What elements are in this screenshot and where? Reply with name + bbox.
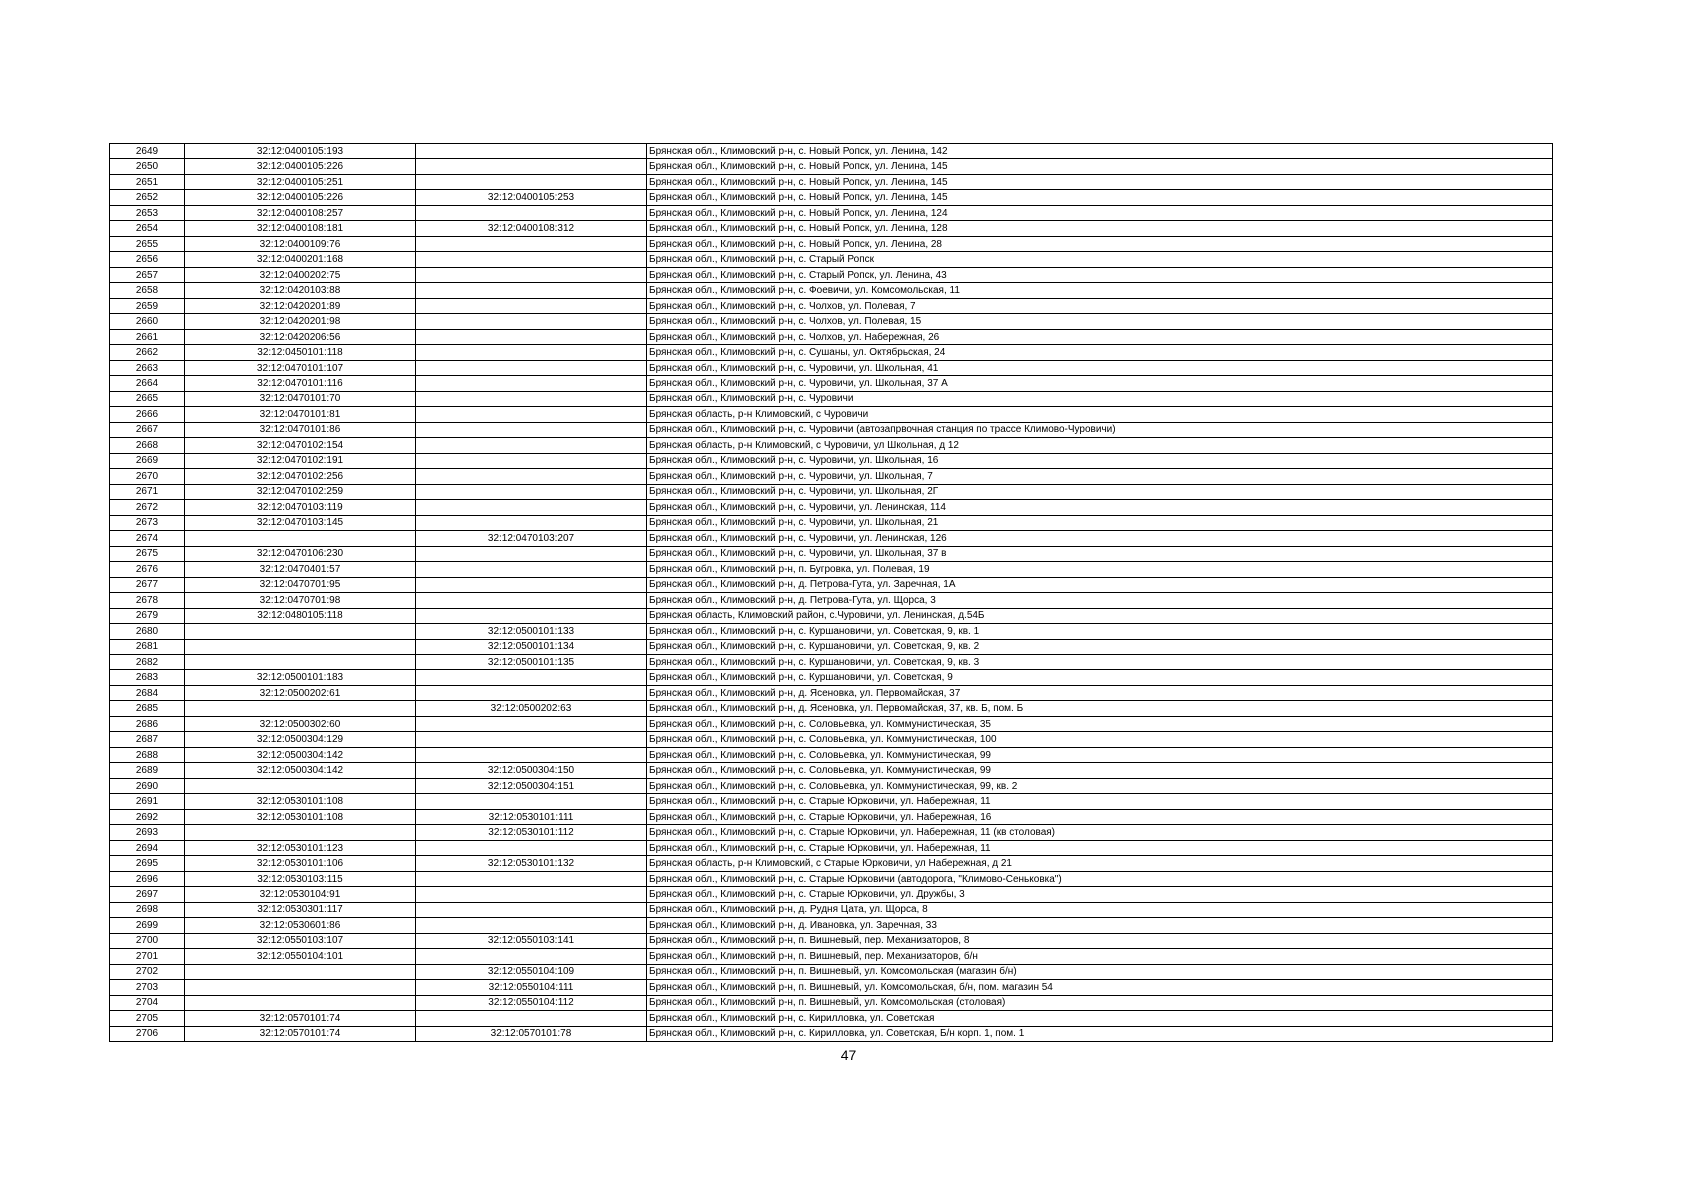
address-cell: Брянская обл., Климовский р-н, д. Ивановка, ул. Заречная, 33	[647, 918, 1553, 933]
table-row	[110, 422, 1553, 437]
address-cell: Брянская обл., Климовский р-н, с. Старый Ропск	[647, 252, 1553, 267]
sub-cadastral-number-cell	[416, 887, 647, 902]
cadastral-number-cell: 32:12:0400105:226	[185, 190, 416, 205]
address-cell: Брянская обл., Климовский р-н, п. Вишневый, ул. Комсомольская (магазин б/н)	[647, 964, 1553, 979]
cadastral-number-cell: 32:12:0570101:74	[185, 1011, 416, 1026]
cadastral-number-cell: 32:12:0570101:74	[185, 1026, 416, 1041]
sub-cadastral-number-cell	[416, 469, 647, 484]
sub-cadastral-number-cell: 32:12:0500304:150	[416, 763, 647, 778]
cadastral-number-cell: 32:12:0470102:191	[185, 453, 416, 468]
row-number-cell: 2663	[110, 360, 185, 375]
sub-cadastral-number-cell	[416, 376, 647, 391]
cadastral-number-cell	[185, 980, 416, 995]
address-cell: Брянская обл., Климовский р-н, п. Вишневый, ул. Комсомольская, б/н, пом. магазин 54	[647, 980, 1553, 995]
row-number-cell: 2657	[110, 267, 185, 282]
table-row	[110, 778, 1553, 793]
table-row	[110, 236, 1553, 251]
sub-cadastral-number-cell	[416, 360, 647, 375]
sub-cadastral-number-cell	[416, 484, 647, 499]
sub-cadastral-number-cell	[416, 144, 647, 159]
table-row	[110, 546, 1553, 561]
row-number-cell: 2669	[110, 453, 185, 468]
row-number-cell: 2666	[110, 407, 185, 422]
row-number-cell: 2655	[110, 236, 185, 251]
address-cell: Брянская обл., Климовский р-н, п. Вишневый, пер. Механизаторов, 8	[647, 933, 1553, 948]
row-number-cell: 2696	[110, 871, 185, 886]
address-cell: Брянская обл., Климовский р-н, с. Кирилловка, ул. Советская	[647, 1011, 1553, 1026]
sub-cadastral-number-cell: 32:12:0500101:134	[416, 639, 647, 654]
row-number-cell: 2706	[110, 1026, 185, 1041]
sub-cadastral-number-cell	[416, 716, 647, 731]
address-cell: Брянская обл., Климовский р-н, с. Куршановичи, ул. Советская, 9, кв. 1	[647, 624, 1553, 639]
row-number-cell: 2671	[110, 484, 185, 499]
row-number-cell: 2650	[110, 159, 185, 174]
row-number-cell: 2704	[110, 995, 185, 1010]
property-table	[109, 143, 1553, 1042]
sub-cadastral-number-cell	[416, 438, 647, 453]
sub-cadastral-number-cell	[416, 747, 647, 762]
sub-cadastral-number-cell: 32:12:0530101:111	[416, 809, 647, 824]
address-cell: Брянская обл., Климовский р-н, д. Петрова-Гута, ул. Щорса, 3	[647, 593, 1553, 608]
cadastral-number-cell: 32:12:0550104:101	[185, 949, 416, 964]
table-row	[110, 577, 1553, 592]
cadastral-number-cell: 32:12:0550103:107	[185, 933, 416, 948]
row-number-cell: 2682	[110, 654, 185, 669]
address-cell: Брянская обл., Климовский р-н, с. Фоевичи, ул. Комсомольская, 11	[647, 283, 1553, 298]
row-number-cell: 2699	[110, 918, 185, 933]
sub-cadastral-number-cell	[416, 562, 647, 577]
address-cell: Брянская обл., Климовский р-н, п. Вишневый, ул. Комсомольская (столовая)	[647, 995, 1553, 1010]
row-number-cell: 2667	[110, 422, 185, 437]
cadastral-number-cell: 32:12:0470102:256	[185, 469, 416, 484]
table-row	[110, 345, 1553, 360]
row-number-cell: 2691	[110, 794, 185, 809]
table-row	[110, 593, 1553, 608]
cadastral-number-cell: 32:12:0470102:154	[185, 438, 416, 453]
row-number-cell: 2665	[110, 391, 185, 406]
row-number-cell: 2680	[110, 624, 185, 639]
address-cell: Брянская обл., Климовский р-н, с. Чуровичи, ул. Школьная, 2Г	[647, 484, 1553, 499]
row-number-cell: 2649	[110, 144, 185, 159]
cadastral-number-cell: 32:12:0480105:118	[185, 608, 416, 623]
cadastral-number-cell: 32:12:0420206:56	[185, 329, 416, 344]
table-row	[110, 484, 1553, 499]
cadastral-number-cell: 32:12:0470101:86	[185, 422, 416, 437]
cadastral-number-cell: 32:12:0500304:142	[185, 763, 416, 778]
cadastral-number-cell: 32:12:0530101:123	[185, 840, 416, 855]
sub-cadastral-number-cell	[416, 871, 647, 886]
cadastral-number-cell: 32:12:0530104:91	[185, 887, 416, 902]
cadastral-number-cell: 32:12:0470101:81	[185, 407, 416, 422]
address-cell: Брянская обл., Климовский р-н, с. Новый Ропск, ул. Ленина, 145	[647, 174, 1553, 189]
table-row	[110, 329, 1553, 344]
row-number-cell: 2697	[110, 887, 185, 902]
sub-cadastral-number-cell: 32:12:0500101:135	[416, 654, 647, 669]
row-number-cell: 2684	[110, 685, 185, 700]
table-row	[110, 391, 1553, 406]
table-row	[110, 964, 1553, 979]
table-row	[110, 267, 1553, 282]
table-row	[110, 732, 1553, 747]
sub-cadastral-number-cell: 32:12:0530101:132	[416, 856, 647, 871]
address-cell: Брянская обл., Климовский р-н, д. Ясеновка, ул. Первомайская, 37	[647, 685, 1553, 700]
address-cell: Брянская область, р-н Климовский, с Старые Юрковичи, ул Набережная, д 21	[647, 856, 1553, 871]
cadastral-number-cell: 32:12:0420201:89	[185, 298, 416, 313]
sub-cadastral-number-cell	[416, 205, 647, 220]
address-cell: Брянская обл., Климовский р-н, с. Старые Юрковичи, ул. Дружбы, 3	[647, 887, 1553, 902]
row-number-cell: 2658	[110, 283, 185, 298]
sub-cadastral-number-cell: 32:12:0570101:78	[416, 1026, 647, 1041]
cadastral-number-cell: 32:12:0530103:115	[185, 871, 416, 886]
sub-cadastral-number-cell	[416, 345, 647, 360]
cadastral-number-cell: 32:12:0530301:117	[185, 902, 416, 917]
table-row	[110, 252, 1553, 267]
cadastral-number-cell: 32:12:0500101:183	[185, 670, 416, 685]
sub-cadastral-number-cell	[416, 902, 647, 917]
sub-cadastral-number-cell: 32:12:0550104:111	[416, 980, 647, 995]
address-cell: Брянская обл., Климовский р-н, с. Новый Ропск, ул. Ленина, 145	[647, 159, 1553, 174]
cadastral-number-cell	[185, 639, 416, 654]
cadastral-number-cell: 32:12:0470103:119	[185, 500, 416, 515]
address-cell: Брянская обл., Климовский р-н, п. Вишневый, пер. Механизаторов, б/н	[647, 949, 1553, 964]
table-row	[110, 221, 1553, 236]
address-cell: Брянская обл., Климовский р-н, с. Кирилловка, ул. Советская, Б/н корп. 1, пом. 1	[647, 1026, 1553, 1041]
sub-cadastral-number-cell	[416, 453, 647, 468]
cadastral-number-cell: 32:12:0500304:142	[185, 747, 416, 762]
cadastral-number-cell: 32:12:0400202:75	[185, 267, 416, 282]
table-row	[110, 376, 1553, 391]
row-number-cell: 2659	[110, 298, 185, 313]
row-number-cell: 2686	[110, 716, 185, 731]
address-cell: Брянская обл., Климовский р-н, с. Соловьевка, ул. Коммунистическая, 99, кв. 2	[647, 778, 1553, 793]
sub-cadastral-number-cell: 32:12:0530101:112	[416, 825, 647, 840]
sub-cadastral-number-cell	[416, 608, 647, 623]
cadastral-number-cell: 32:12:0450101:118	[185, 345, 416, 360]
table-row	[110, 763, 1553, 778]
address-cell: Брянская обл., Климовский р-н, с. Чуровичи, ул. Школьная, 21	[647, 515, 1553, 530]
sub-cadastral-number-cell: 32:12:0550104:112	[416, 995, 647, 1010]
sub-cadastral-number-cell: 32:12:0470103:207	[416, 531, 647, 546]
table-row	[110, 1026, 1553, 1041]
table-row	[110, 205, 1553, 220]
row-number-cell: 2683	[110, 670, 185, 685]
cadastral-number-cell: 32:12:0470101:107	[185, 360, 416, 375]
row-number-cell: 2687	[110, 732, 185, 747]
table-row	[110, 298, 1553, 313]
address-cell: Брянская обл., Климовский р-н, с. Чолхов, ул. Полевая, 7	[647, 298, 1553, 313]
sub-cadastral-number-cell	[416, 252, 647, 267]
table-row	[110, 747, 1553, 762]
address-cell: Брянская обл., Климовский р-н, д. Ясеновка, ул. Первомайская, 37, кв. Б, пом. Б	[647, 701, 1553, 716]
address-cell: Брянская обл., Климовский р-н, с. Соловьевка, ул. Коммунистическая, 35	[647, 716, 1553, 731]
table-row	[110, 887, 1553, 902]
table-row	[110, 190, 1553, 205]
sub-cadastral-number-cell	[416, 174, 647, 189]
address-cell: Брянская обл., Климовский р-н, с. Старые Юрковичи, ул. Набережная, 11	[647, 794, 1553, 809]
address-cell: Брянская обл., Климовский р-н, с. Чолхов, ул. Набережная, 26	[647, 329, 1553, 344]
sub-cadastral-number-cell: 32:12:0500101:133	[416, 624, 647, 639]
cadastral-number-cell: 32:12:0470401:57	[185, 562, 416, 577]
row-number-cell: 2668	[110, 438, 185, 453]
sub-cadastral-number-cell	[416, 329, 647, 344]
row-number-cell: 2700	[110, 933, 185, 948]
cadastral-number-cell: 32:12:0400105:226	[185, 159, 416, 174]
table-row	[110, 531, 1553, 546]
row-number-cell: 2677	[110, 577, 185, 592]
sub-cadastral-number-cell	[416, 267, 647, 282]
row-number-cell: 2652	[110, 190, 185, 205]
table-row	[110, 283, 1553, 298]
row-number-cell: 2681	[110, 639, 185, 654]
page-number: 47	[840, 1047, 857, 1063]
row-number-cell: 2661	[110, 329, 185, 344]
address-cell: Брянская обл., Климовский р-н, с. Новый Ропск, ул. Ленина, 145	[647, 190, 1553, 205]
sub-cadastral-number-cell	[416, 670, 647, 685]
table-row	[110, 871, 1553, 886]
table-row	[110, 716, 1553, 731]
table-row	[110, 918, 1553, 933]
row-number-cell: 2693	[110, 825, 185, 840]
address-cell: Брянская область, Климовский район, с.Чуровичи, ул. Ленинская, д.54Б	[647, 608, 1553, 623]
cadastral-number-cell	[185, 995, 416, 1010]
cadastral-number-cell: 32:12:0530601:86	[185, 918, 416, 933]
table-row	[110, 438, 1553, 453]
row-number-cell: 2654	[110, 221, 185, 236]
cadastral-number-cell: 32:12:0470103:145	[185, 515, 416, 530]
address-cell: Брянская обл., Климовский р-н, с. Куршановичи, ул. Советская, 9, кв. 2	[647, 639, 1553, 654]
cadastral-number-cell	[185, 825, 416, 840]
cadastral-number-cell: 32:12:0470102:259	[185, 484, 416, 499]
cadastral-number-cell: 32:12:0470701:95	[185, 577, 416, 592]
row-number-cell: 2676	[110, 562, 185, 577]
row-number-cell: 2701	[110, 949, 185, 964]
address-cell: Брянская обл., Климовский р-н, д. Петрова-Гута, ул. Заречная, 1А	[647, 577, 1553, 592]
cadastral-number-cell: 32:12:0530101:108	[185, 809, 416, 824]
address-cell: Брянская обл., Климовский р-н, с. Новый Ропск, ул. Ленина, 124	[647, 205, 1553, 220]
address-cell: Брянская обл., Климовский р-н, с. Новый Ропск, ул. Ленина, 28	[647, 236, 1553, 251]
table-row	[110, 639, 1553, 654]
cadastral-number-cell: 32:12:0400105:251	[185, 174, 416, 189]
row-number-cell: 2703	[110, 980, 185, 995]
table-row	[110, 980, 1553, 995]
cadastral-number-cell: 32:12:0400109:76	[185, 236, 416, 251]
sub-cadastral-number-cell	[416, 236, 647, 251]
cadastral-number-cell: 32:12:0500202:61	[185, 685, 416, 700]
sub-cadastral-number-cell	[416, 283, 647, 298]
row-number-cell: 2689	[110, 763, 185, 778]
address-cell: Брянская обл., Климовский р-н, с. Новый Ропск, ул. Ленина, 128	[647, 221, 1553, 236]
address-cell: Брянская обл., Климовский р-н, п. Бугровка, ул. Полевая, 19	[647, 562, 1553, 577]
sub-cadastral-number-cell	[416, 1011, 647, 1026]
address-cell: Брянская обл., Климовский р-н, с. Старый Ропск, ул. Ленина, 43	[647, 267, 1553, 282]
table-row	[110, 360, 1553, 375]
sub-cadastral-number-cell: 32:12:0400105:253	[416, 190, 647, 205]
table-row	[110, 995, 1553, 1010]
sub-cadastral-number-cell	[416, 500, 647, 515]
sub-cadastral-number-cell	[416, 407, 647, 422]
table-row	[110, 902, 1553, 917]
cadastral-number-cell: 32:12:0500304:129	[185, 732, 416, 747]
row-number-cell: 2692	[110, 809, 185, 824]
sub-cadastral-number-cell	[416, 685, 647, 700]
sub-cadastral-number-cell	[416, 298, 647, 313]
cadastral-number-cell	[185, 778, 416, 793]
row-number-cell: 2690	[110, 778, 185, 793]
address-cell: Брянская обл., Климовский р-н, с. Чуровичи, ул. Школьная, 37 в	[647, 546, 1553, 561]
table-row	[110, 159, 1553, 174]
address-cell: Брянская обл., Климовский р-н, с. Новый Ропск, ул. Ленина, 142	[647, 144, 1553, 159]
table-row	[110, 856, 1553, 871]
table-row	[110, 840, 1553, 855]
sub-cadastral-number-cell	[416, 949, 647, 964]
address-cell: Брянская обл., Климовский р-н, с. Чуровичи, ул. Ленинская, 114	[647, 500, 1553, 515]
table-row	[110, 949, 1553, 964]
sub-cadastral-number-cell	[416, 422, 647, 437]
table-row	[110, 794, 1553, 809]
cadastral-number-cell: 32:12:0400108:257	[185, 205, 416, 220]
row-number-cell: 2688	[110, 747, 185, 762]
cadastral-number-cell: 32:12:0400201:168	[185, 252, 416, 267]
table-row	[110, 500, 1553, 515]
cadastral-number-cell	[185, 654, 416, 669]
table-row	[110, 453, 1553, 468]
cadastral-number-cell: 32:12:0530101:108	[185, 794, 416, 809]
sub-cadastral-number-cell	[416, 159, 647, 174]
row-number-cell: 2695	[110, 856, 185, 871]
address-cell: Брянская обл., Климовский р-н, с. Чуровичи, ул. Школьная, 7	[647, 469, 1553, 484]
table-row	[110, 701, 1553, 716]
row-number-cell: 2651	[110, 174, 185, 189]
sub-cadastral-number-cell	[416, 593, 647, 608]
table-row	[110, 562, 1553, 577]
sub-cadastral-number-cell	[416, 577, 647, 592]
address-cell: Брянская обл., Климовский р-н, с. Куршановичи, ул. Советская, 9	[647, 670, 1553, 685]
cadastral-number-cell	[185, 964, 416, 979]
sub-cadastral-number-cell	[416, 840, 647, 855]
cadastral-number-cell: 32:12:0530101:106	[185, 856, 416, 871]
address-cell: Брянская обл., Климовский р-н, с. Соловьевка, ул. Коммунистическая, 99	[647, 747, 1553, 762]
row-number-cell: 2675	[110, 546, 185, 561]
cadastral-number-cell: 32:12:0400105:193	[185, 144, 416, 159]
table-row	[110, 407, 1553, 422]
cadastral-number-cell	[185, 624, 416, 639]
row-number-cell: 2670	[110, 469, 185, 484]
address-cell: Брянская обл., Климовский р-н, с. Соловьевка, ул. Коммунистическая, 100	[647, 732, 1553, 747]
address-cell: Брянская обл., Климовский р-н, с. Сушаны, ул. Октябрьская, 24	[647, 345, 1553, 360]
cadastral-number-cell: 32:12:0470701:98	[185, 593, 416, 608]
row-number-cell: 2672	[110, 500, 185, 515]
sub-cadastral-number-cell	[416, 918, 647, 933]
row-number-cell: 2685	[110, 701, 185, 716]
sub-cadastral-number-cell: 32:12:0550104:109	[416, 964, 647, 979]
cadastral-number-cell: 32:12:0420201:98	[185, 314, 416, 329]
sub-cadastral-number-cell: 32:12:0400108:312	[416, 221, 647, 236]
row-number-cell: 2674	[110, 531, 185, 546]
table-row	[110, 144, 1553, 159]
sub-cadastral-number-cell	[416, 391, 647, 406]
cadastral-number-cell: 32:12:0470101:116	[185, 376, 416, 391]
address-cell: Брянская обл., Климовский р-н, с. Чуровичи	[647, 391, 1553, 406]
row-number-cell: 2694	[110, 840, 185, 855]
table-row	[110, 174, 1553, 189]
table-row	[110, 624, 1553, 639]
row-number-cell: 2673	[110, 515, 185, 530]
address-cell: Брянская обл., Климовский р-н, с. Чуровичи (автозапрвочная станция по трассе Климово-Чуровичи)	[647, 422, 1553, 437]
row-number-cell: 2698	[110, 902, 185, 917]
table-row	[110, 809, 1553, 824]
address-cell: Брянская обл., Климовский р-н, с. Чуровичи, ул. Школьная, 37 А	[647, 376, 1553, 391]
sub-cadastral-number-cell	[416, 794, 647, 809]
sub-cadastral-number-cell: 32:12:0550103:141	[416, 933, 647, 948]
address-cell: Брянская обл., Климовский р-н, с. Соловьевка, ул. Коммунистическая, 99	[647, 763, 1553, 778]
sub-cadastral-number-cell	[416, 732, 647, 747]
cadastral-number-cell	[185, 531, 416, 546]
address-cell: Брянская обл., Климовский р-н, с. Куршановичи, ул. Советская, 9, кв. 3	[647, 654, 1553, 669]
row-number-cell: 2664	[110, 376, 185, 391]
row-number-cell: 2702	[110, 964, 185, 979]
row-number-cell: 2678	[110, 593, 185, 608]
address-cell: Брянская обл., Климовский р-н, с. Старые Юрковичи, ул. Набережная, 11	[647, 840, 1553, 855]
cadastral-number-cell: 32:12:0420103:88	[185, 283, 416, 298]
row-number-cell: 2656	[110, 252, 185, 267]
table-row	[110, 654, 1553, 669]
row-number-cell: 2679	[110, 608, 185, 623]
table-row	[110, 515, 1553, 530]
sub-cadastral-number-cell: 32:12:0500202:63	[416, 701, 647, 716]
address-cell: Брянская область, р-н Климовский, с Чуровичи, ул Школьная, д 12	[647, 438, 1553, 453]
table-row	[110, 933, 1553, 948]
address-cell: Брянская обл., Климовский р-н, с. Старые Юрковичи, ул. Набережная, 16	[647, 809, 1553, 824]
table-row	[110, 608, 1553, 623]
cadastral-number-cell: 32:12:0470106:230	[185, 546, 416, 561]
sub-cadastral-number-cell	[416, 314, 647, 329]
table-row	[110, 469, 1553, 484]
cadastral-number-cell	[185, 701, 416, 716]
row-number-cell: 2660	[110, 314, 185, 329]
table-row	[110, 685, 1553, 700]
address-cell: Брянская обл., Климовский р-н, с. Чуровичи, ул. Ленинская, 126	[647, 531, 1553, 546]
address-cell: Брянская обл., Климовский р-н, с. Чолхов, ул. Полевая, 15	[647, 314, 1553, 329]
cadastral-number-cell: 32:12:0470101:70	[185, 391, 416, 406]
table-row	[110, 670, 1553, 685]
cadastral-number-cell: 32:12:0400108:181	[185, 221, 416, 236]
address-cell: Брянская обл., Климовский р-н, с. Чуровичи, ул. Школьная, 16	[647, 453, 1553, 468]
address-cell: Брянская обл., Климовский р-н, д. Рудня Цата, ул. Щорса, 8	[647, 902, 1553, 917]
address-cell: Брянская обл., Климовский р-н, с. Старые Юрковичи (автодорога, "Климово-Сеньковка")	[647, 871, 1553, 886]
row-number-cell: 2662	[110, 345, 185, 360]
row-number-cell: 2653	[110, 205, 185, 220]
cadastral-number-cell: 32:12:0500302:60	[185, 716, 416, 731]
table-row	[110, 314, 1553, 329]
table-row	[110, 825, 1553, 840]
address-cell: Брянская обл., Климовский р-н, с. Старые Юрковичи, ул. Набережная, 11 (кв столовая)	[647, 825, 1553, 840]
sub-cadastral-number-cell: 32:12:0500304:151	[416, 778, 647, 793]
sub-cadastral-number-cell	[416, 515, 647, 530]
sub-cadastral-number-cell	[416, 546, 647, 561]
table-body	[110, 144, 1553, 1042]
row-number-cell: 2705	[110, 1011, 185, 1026]
table-row	[110, 1011, 1553, 1026]
address-cell: Брянская обл., Климовский р-н, с. Чуровичи, ул. Школьная, 41	[647, 360, 1553, 375]
address-cell: Брянская область, р-н Климовский, с Чуровичи	[647, 407, 1553, 422]
